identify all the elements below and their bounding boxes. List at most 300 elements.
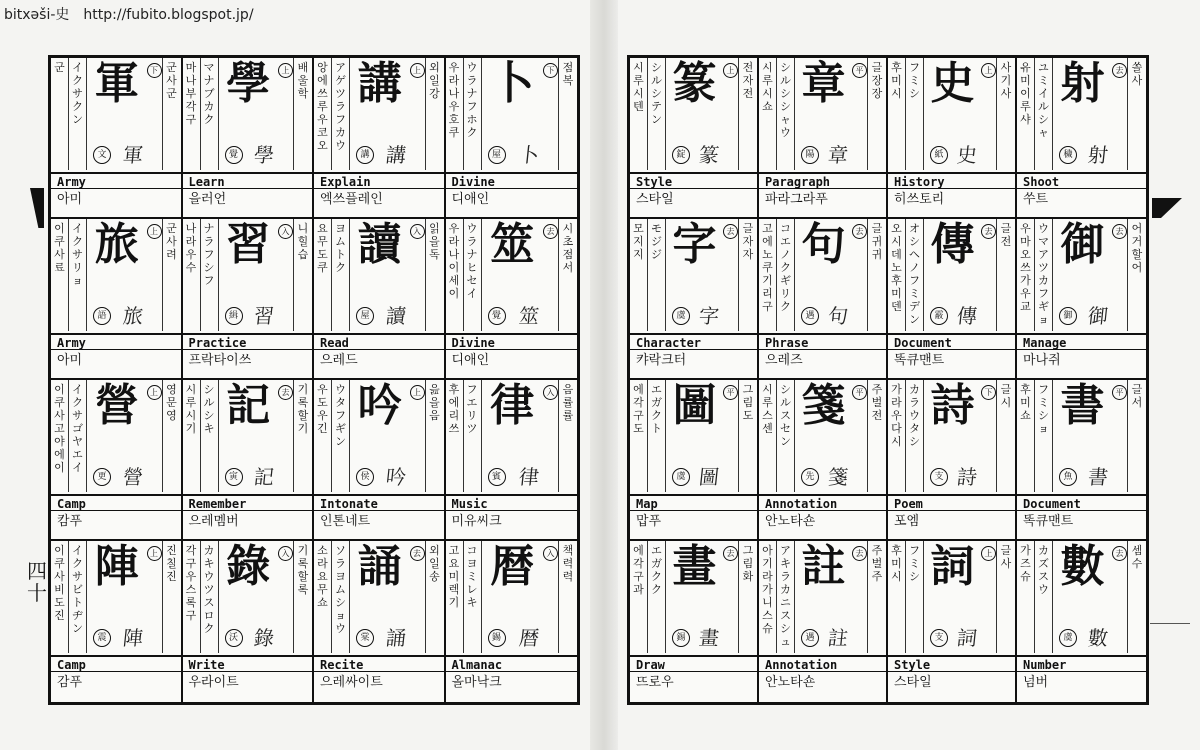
kanji-character: 詩 — [930, 380, 975, 431]
korean-transliteration: 스타일 — [636, 192, 674, 207]
reading-strip — [314, 541, 332, 653]
kanji-column — [795, 380, 852, 492]
korean-meaning: 군사 려 — [166, 222, 177, 261]
kana-reading: イクサゴヤ エイ — [72, 383, 83, 474]
kanji-column — [924, 219, 981, 331]
kanji-column — [1053, 219, 1112, 331]
kana-reading: ソラヨム ショウ — [335, 544, 346, 635]
reading-strip — [314, 58, 332, 170]
reading-strip — [332, 219, 350, 331]
english-gloss: Poem — [888, 494, 1015, 511]
korean-transliteration: 미유씨크 — [451, 514, 502, 529]
tone-strip — [543, 58, 559, 170]
reading-columns — [888, 219, 1015, 331]
korean-meaning: 군사 군 — [166, 61, 177, 100]
blog-header — [4, 4, 254, 24]
seal-script-glyph: 篆 — [697, 143, 721, 167]
kanji-character: 律 — [490, 380, 535, 431]
hangul-reading: 후미 시 — [891, 61, 902, 100]
reading-strip — [630, 219, 648, 331]
site-url[interactable]: http://fubito.blogspot.jp/ — [83, 7, 254, 23]
hangul-reading: 후미 시 — [891, 544, 902, 583]
rhyme-badge: 賓 — [488, 468, 506, 486]
kanji-character: 畫 — [672, 541, 717, 592]
seal-script-glyph: 律 — [517, 465, 541, 489]
korean-transliteration: 인톤네트 — [320, 514, 371, 529]
reading-columns — [759, 219, 886, 331]
tone-strip — [278, 58, 294, 170]
kana-reading: オシヘノフミ デン — [909, 222, 920, 326]
reading-strip — [314, 380, 332, 492]
korean-meaning-strip — [1128, 380, 1146, 492]
reading-columns — [314, 219, 444, 331]
hangul-reading: 나라우 수 — [185, 222, 197, 274]
english-gloss: Intonate — [314, 494, 444, 511]
kana-reading: イクサ リョ — [72, 222, 83, 287]
tone-badge: 上 — [147, 224, 162, 239]
kana-reading: シルシ テン — [651, 61, 662, 126]
reading-strip — [1017, 380, 1035, 492]
reading-strip — [183, 58, 201, 170]
reading-columns — [51, 219, 181, 331]
korean-meaning: 니힐 습 — [297, 222, 309, 261]
hangul-reading: 앙에쓰루우 코오 — [317, 61, 328, 152]
rhyme-badge: 錫 — [672, 629, 690, 647]
reading-strip — [464, 541, 482, 653]
kanji-cell — [314, 380, 446, 541]
tone-badge: 去 — [723, 224, 738, 239]
tone-strip — [852, 541, 868, 653]
korean-meaning: 배울 학 — [297, 61, 309, 100]
rhyme-badge: 虞 — [1059, 629, 1077, 647]
kana-reading: アゲツラフ カウ — [335, 61, 346, 152]
english-gloss: Army — [51, 172, 181, 189]
kanji-cell — [630, 58, 759, 219]
kana-reading: シルス セン — [780, 383, 791, 448]
korean-meaning-strip — [294, 219, 312, 331]
korean-transliteration: 스타일 — [894, 675, 932, 690]
left-page — [48, 55, 580, 705]
kanji-column — [482, 541, 544, 653]
reading-columns — [183, 380, 313, 492]
reading-strip — [1017, 541, 1035, 653]
rhyme-badge: 遇 — [801, 307, 819, 325]
tone-badge: 去 — [981, 224, 996, 239]
hangul-reading: 시루스 센 — [762, 383, 773, 435]
kanji-cell — [446, 541, 578, 702]
kana-reading: コヨミ レキ — [466, 544, 478, 609]
kanji-cell — [314, 219, 446, 380]
kanji-cell — [314, 58, 446, 219]
korean-meaning-strip — [1128, 219, 1146, 331]
rhyme-badge: 錠 — [672, 146, 690, 164]
rhyme-badge: 支 — [930, 629, 948, 647]
reading-strip — [888, 541, 906, 653]
reading-strip — [630, 58, 648, 170]
english-gloss: Recite — [314, 655, 444, 672]
korean-meaning-strip — [559, 541, 577, 653]
korean-meaning-strip — [426, 380, 444, 492]
korean-transliteration: 넘버 — [1023, 675, 1049, 690]
reading-strip — [69, 541, 87, 653]
reading-strip — [906, 58, 924, 170]
kanji-character: 誦 — [357, 541, 402, 592]
rhyme-badge: 棠 — [356, 629, 374, 647]
reading-strip — [201, 380, 219, 492]
kanji-character: 陣 — [94, 541, 139, 592]
hangul-reading: 마나부 각구 — [185, 61, 197, 126]
korean-transliteration: 안노타숀 — [765, 675, 816, 690]
right-page — [627, 55, 1149, 705]
kana-reading: ナラフ シフ — [203, 222, 215, 287]
tone-strip — [1112, 58, 1128, 170]
reading-strip — [1035, 541, 1053, 653]
hangul-reading: 우마오쓰가우 교 — [1020, 222, 1031, 313]
english-gloss: Learn — [183, 172, 313, 189]
korean-transliteration: 엑쓰플레인 — [320, 192, 383, 207]
reading-strip — [446, 58, 464, 170]
reading-strip — [648, 380, 666, 492]
reading-strip — [446, 380, 464, 492]
kana-reading: ウラナフ ホク — [466, 61, 478, 139]
reading-strip — [759, 58, 777, 170]
reading-columns — [888, 380, 1015, 492]
reading-strip — [51, 541, 69, 653]
kanji-column — [219, 380, 279, 492]
korean-transliteration: 프락타이쓰 — [188, 353, 252, 368]
korean-meaning: 주벌 주 — [871, 544, 883, 583]
reading-strip — [759, 541, 777, 653]
korean-transliteration: 으레드 — [320, 353, 358, 368]
kanji-column — [350, 541, 410, 653]
reading-strip — [777, 380, 795, 492]
tone-badge: 去 — [852, 546, 867, 561]
reading-strip — [888, 380, 906, 492]
tone-badge: 平 — [852, 385, 867, 400]
korean-transliteration: 으레싸이트 — [320, 675, 383, 690]
tone-strip — [410, 541, 426, 653]
tone-badge: 平 — [852, 63, 867, 78]
english-gloss: Annotation — [759, 494, 886, 511]
kanji-cell — [446, 219, 578, 380]
rhyme-badge: 虞 — [672, 307, 690, 325]
korean-meaning: 책력 력 — [562, 544, 574, 583]
english-gloss: Read — [314, 333, 444, 350]
kanji-character: 卜 — [490, 58, 535, 109]
korean-transliteration: 으레멤버 — [188, 514, 239, 529]
reading-strip — [1035, 58, 1053, 170]
hangul-reading: 에각구 도 — [633, 383, 644, 435]
korean-transliteration: 아미 — [57, 192, 83, 207]
seal-script-glyph: 畫 — [697, 626, 721, 650]
page-edge-marker-left — [30, 188, 44, 228]
kanji-column — [795, 541, 852, 653]
tone-strip — [723, 380, 739, 492]
reading-columns — [314, 541, 444, 653]
reading-strip — [777, 219, 795, 331]
korean-transliteration: 포엠 — [894, 514, 920, 529]
tone-badge: 下 — [981, 385, 996, 400]
reading-strip — [464, 219, 482, 331]
seal-script-glyph: 書 — [1086, 465, 1110, 489]
rhyme-badge: 陽 — [801, 146, 819, 164]
korean-meaning: 기록할 기 — [297, 383, 309, 435]
kanji-cell — [314, 541, 446, 702]
hangul-reading: 오시데노후미 덴 — [891, 222, 902, 313]
tone-badge: 去 — [410, 546, 425, 561]
korean-meaning: 외일 송 — [429, 544, 440, 583]
korean-meaning: 시초점 서 — [562, 222, 574, 274]
kanji-character: 字 — [672, 219, 717, 270]
korean-meaning-strip — [559, 219, 577, 331]
english-gloss: Phrase — [759, 333, 886, 350]
korean-meaning-strip — [739, 219, 757, 331]
tone-badge: 上 — [981, 546, 996, 561]
kana-reading: モジ ジ — [651, 222, 662, 261]
english-gloss: Divine — [446, 172, 578, 189]
korean-meaning: 글장 장 — [871, 61, 883, 100]
korean-transliteration: 맙푸 — [636, 514, 662, 529]
reading-strip — [888, 219, 906, 331]
reading-columns — [630, 380, 757, 492]
hangul-reading: 이쿠사고야 에이 — [54, 383, 65, 474]
korean-meaning-strip — [294, 58, 312, 170]
reading-strip — [759, 219, 777, 331]
reading-strip — [906, 380, 924, 492]
rhyme-badge: 文 — [93, 146, 111, 164]
rhyme-badge: 霰 — [930, 307, 948, 325]
rhyme-badge: 錫 — [488, 629, 506, 647]
korean-meaning: 글자 자 — [742, 222, 754, 261]
seal-script-glyph: 箋 — [826, 465, 850, 489]
rhyme-badge: 覺 — [488, 307, 506, 325]
hangul-reading: 유미이루 샤 — [1020, 61, 1031, 126]
korean-transliteration: 캄푸 — [57, 514, 83, 529]
korean-transliteration: 똑큐맨트 — [894, 353, 945, 368]
korean-transliteration: 으레즈 — [765, 353, 803, 368]
tone-badge: 去 — [543, 224, 558, 239]
kanji-character: 傳 — [930, 219, 975, 270]
kanji-cell — [1017, 219, 1146, 380]
reading-strip — [201, 219, 219, 331]
reading-columns — [183, 219, 313, 331]
english-gloss: Camp — [51, 494, 181, 511]
tone-badge: 上 — [723, 63, 738, 78]
kanji-cell — [183, 219, 315, 380]
kanji-cell — [51, 58, 183, 219]
korean-meaning-strip — [868, 541, 886, 653]
korean-transliteration: 우라이트 — [188, 675, 239, 690]
reading-strip — [906, 219, 924, 331]
reading-strip — [648, 58, 666, 170]
kanji-column — [87, 219, 147, 331]
reading-strip — [332, 380, 350, 492]
kana-reading: ウタフ ギン — [335, 383, 346, 448]
english-gloss: Number — [1017, 655, 1146, 672]
kanji-cell — [51, 380, 183, 541]
kanji-column — [350, 58, 410, 170]
kanji-column — [219, 219, 279, 331]
kanji-column — [219, 58, 279, 170]
tone-badge: 上 — [981, 63, 996, 78]
rhyme-badge: 支 — [930, 468, 948, 486]
seal-script-glyph: 圖 — [697, 465, 721, 489]
reading-columns — [1017, 58, 1146, 170]
english-gloss: Draw — [630, 655, 757, 672]
rhyme-badge: 遇 — [801, 629, 819, 647]
korean-meaning-strip — [163, 380, 181, 492]
tone-strip — [981, 541, 997, 653]
reading-strip — [759, 380, 777, 492]
kanji-character: 御 — [1060, 219, 1105, 270]
kanji-cell — [183, 380, 315, 541]
reading-columns — [630, 219, 757, 331]
hangul-reading: 우도우 긴 — [317, 383, 328, 435]
kanji-cell — [446, 380, 578, 541]
reading-strip — [183, 541, 201, 653]
korean-meaning-strip — [559, 58, 577, 170]
tone-strip — [278, 380, 294, 492]
reading-strip — [332, 541, 350, 653]
reading-strip — [69, 219, 87, 331]
english-gloss: Document — [888, 333, 1015, 350]
reading-columns — [314, 58, 444, 170]
kanji-column — [87, 58, 147, 170]
reading-columns — [446, 219, 578, 331]
right-kanji-grid — [630, 58, 1146, 702]
korean-meaning: 어거할 어 — [1131, 222, 1143, 274]
margin-rule — [1150, 623, 1190, 624]
seal-script-glyph: 射 — [1086, 143, 1110, 167]
kanji-character: 射 — [1060, 58, 1105, 109]
reading-strip — [906, 541, 924, 653]
kanji-cell — [630, 380, 759, 541]
kanji-cell — [888, 58, 1017, 219]
kana-reading: マナブ カク — [203, 61, 215, 126]
reading-strip — [1035, 219, 1053, 331]
rhyme-badge: 覺 — [225, 146, 243, 164]
hangul-reading: 가즈 슈 — [1020, 544, 1031, 583]
kanji-cell — [759, 58, 888, 219]
korean-transliteration: 디애인 — [451, 353, 490, 368]
korean-meaning: 글 전 — [1000, 222, 1012, 248]
reading-strip — [1017, 58, 1035, 170]
hangul-reading: 소라요무 쇼 — [317, 544, 328, 609]
korean-transliteration: 감푸 — [57, 675, 83, 690]
reading-strip — [1035, 380, 1053, 492]
korean-meaning-strip — [163, 219, 181, 331]
seal-script-glyph: 講 — [384, 143, 407, 167]
page-edge-marker-right — [1152, 198, 1182, 218]
kanji-cell — [888, 380, 1017, 541]
seal-script-glyph: 數 — [1086, 626, 1110, 650]
tone-strip — [1112, 380, 1128, 492]
kana-reading: ウラナヒ セイ — [466, 222, 478, 300]
hangul-reading: 우라나우 호쿠 — [448, 61, 460, 139]
hangul-reading: 가라우다 시 — [891, 383, 902, 448]
reading-strip — [630, 380, 648, 492]
korean-meaning: 읊을 음 — [429, 383, 440, 422]
english-gloss: Remember — [183, 494, 313, 511]
reading-strip — [446, 219, 464, 331]
reading-columns — [446, 380, 578, 492]
tone-strip — [852, 58, 868, 170]
seal-script-glyph: 陣 — [121, 626, 144, 650]
korean-meaning: 영문 영 — [166, 383, 177, 422]
kanji-character: 講 — [357, 58, 402, 109]
kanji-cell — [1017, 541, 1146, 702]
kanji-column — [219, 541, 279, 653]
korean-meaning: 글 시 — [1000, 383, 1012, 409]
kanji-cell — [446, 58, 578, 219]
kana-reading: ヨム トク — [335, 222, 346, 274]
hangul-reading: 각구우스 록구 — [185, 544, 197, 622]
rhyme-badge: 魚 — [1059, 468, 1077, 486]
korean-transliteration: 파라그라푸 — [765, 192, 828, 207]
reading-strip — [51, 58, 69, 170]
rhyme-badge: 紙 — [930, 146, 948, 164]
kanji-column — [795, 219, 852, 331]
seal-script-glyph: 筮 — [517, 304, 541, 328]
korean-meaning: 외일 강 — [429, 61, 440, 100]
kanji-column — [482, 58, 544, 170]
rhyme-badge: 侯 — [356, 468, 374, 486]
korean-meaning-strip — [1128, 541, 1146, 653]
reading-columns — [759, 58, 886, 170]
english-gloss: Music — [446, 494, 578, 511]
kanji-cell — [888, 541, 1017, 702]
reading-columns — [446, 58, 578, 170]
reading-columns — [51, 380, 181, 492]
reading-columns — [888, 541, 1015, 653]
korean-meaning-strip — [559, 380, 577, 492]
kanji-character: 句 — [801, 219, 846, 270]
rhyme-badge: 屋 — [488, 146, 506, 164]
korean-meaning: 점 복 — [562, 61, 574, 87]
kanji-column — [666, 58, 723, 170]
english-gloss: Character — [630, 333, 757, 350]
tone-strip — [147, 219, 163, 331]
tone-strip — [410, 219, 426, 331]
tone-strip — [278, 219, 294, 331]
kana-reading: イクサ クン — [72, 61, 83, 126]
reading-columns — [1017, 219, 1146, 331]
kanji-column — [1053, 541, 1112, 653]
tone-strip — [981, 380, 997, 492]
english-gloss: Practice — [183, 333, 313, 350]
kanji-column — [666, 541, 723, 653]
korean-transliteration: 안노타숀 — [765, 514, 816, 529]
reading-columns — [314, 380, 444, 492]
kana-reading: コエノクギリ ク — [780, 222, 791, 313]
tone-strip — [723, 58, 739, 170]
korean-meaning: 진칠 진 — [166, 544, 177, 583]
reading-strip — [1017, 219, 1035, 331]
seal-script-glyph: 註 — [826, 626, 850, 650]
tone-strip — [543, 380, 559, 492]
hangul-reading: 아기라가니스 슈 — [762, 544, 773, 635]
korean-meaning: 전자 전 — [742, 61, 754, 100]
tone-badge: 上 — [147, 546, 162, 561]
tone-badge: 入 — [278, 546, 293, 561]
tone-strip — [981, 219, 997, 331]
hangul-reading: 요무 도쿠 — [317, 222, 328, 274]
kanji-cell — [630, 219, 759, 380]
kanji-character: 章 — [801, 58, 846, 109]
site-name: bitxəši-史 — [4, 7, 70, 23]
korean-meaning: 그림 도 — [742, 383, 754, 422]
korean-meaning: 셈 수 — [1131, 544, 1143, 570]
